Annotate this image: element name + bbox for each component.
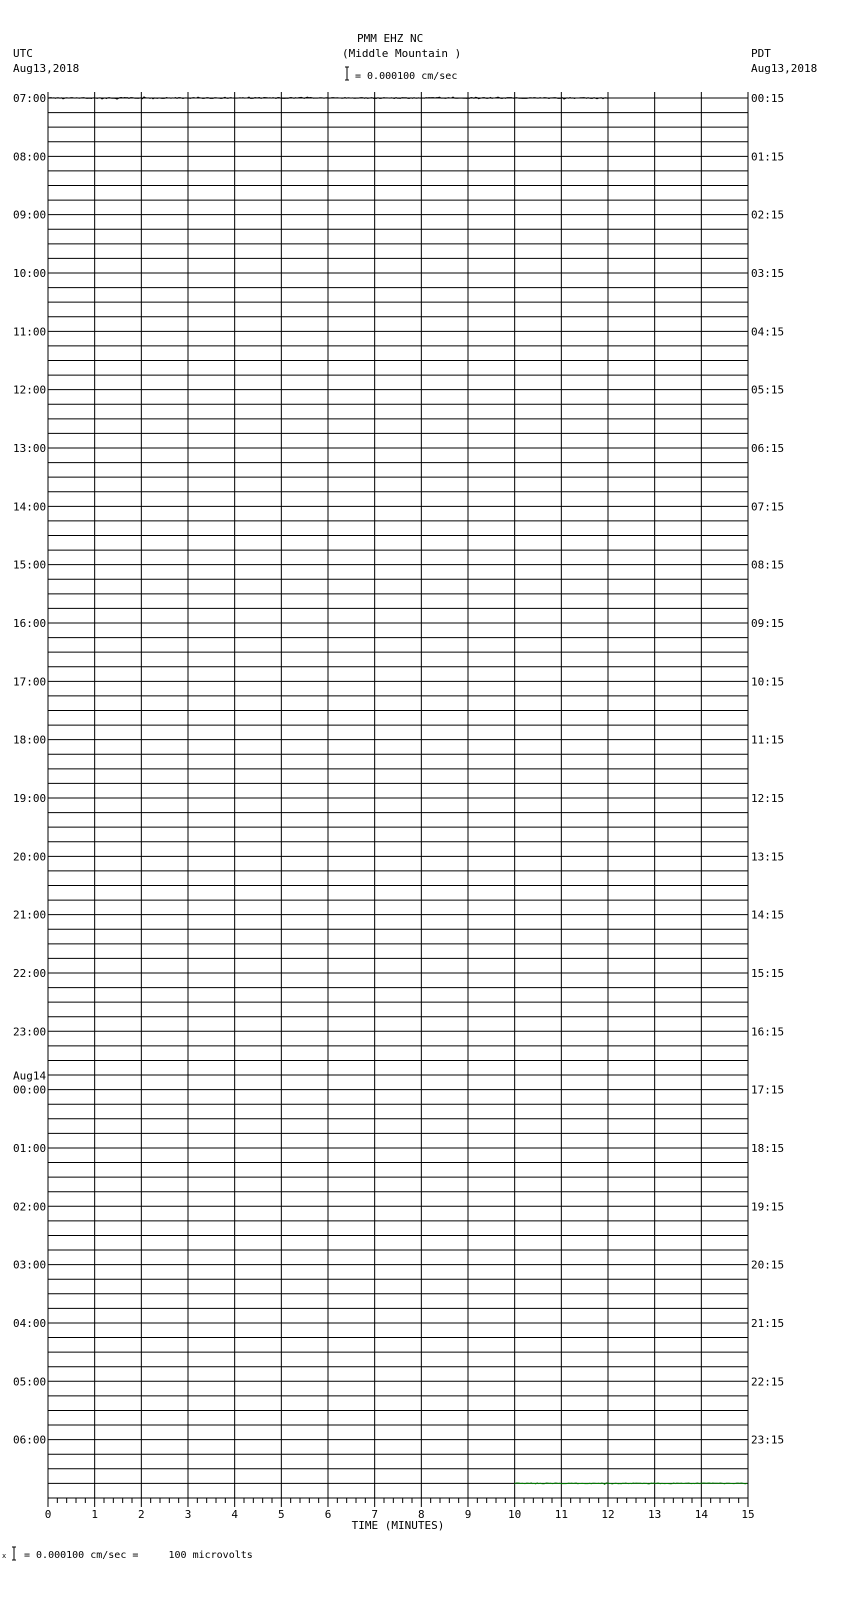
pdt-hour-label: 06:15 [751, 441, 785, 455]
x-tick-label: 3 [184, 1508, 192, 1521]
pdt-hour-label: 18:15 [751, 1141, 785, 1155]
utc-hour-label: 09:00 [13, 208, 47, 222]
scale-label: = 0.000100 cm/sec [355, 71, 458, 82]
pdt-hour-label: 14:15 [751, 908, 785, 922]
x-tick-label: 5 [278, 1508, 285, 1521]
utc-hour-label: 22:00 [13, 966, 47, 980]
pdt-hour-label: 08:15 [751, 558, 785, 572]
x-tick-label: 13 [648, 1508, 662, 1521]
pdt-hour-label: 23:15 [751, 1433, 785, 1447]
right-date: Aug13,2018 [751, 62, 818, 75]
utc-hour-label: 08:00 [13, 150, 47, 164]
x-tick-label: 1 [91, 1508, 98, 1521]
x-tick-label: 15 [741, 1508, 755, 1521]
station-title: PMM EHZ NC [357, 32, 424, 45]
x-tick-label: 7 [371, 1508, 378, 1521]
pdt-hour-label: 20:15 [751, 1258, 785, 1272]
footer-scale-label: = 0.000100 cm/sec = 100 microvolts [24, 1550, 253, 1561]
pdt-hour-label: 03:15 [751, 266, 785, 280]
left-timezone: UTC [13, 47, 33, 60]
pdt-hour-label: 15:15 [751, 966, 785, 980]
utc-hour-label: 04:00 [13, 1316, 47, 1330]
x-tick-label: 2 [138, 1508, 145, 1521]
pdt-hour-label: 13:15 [751, 850, 785, 864]
utc-hour-label: 00:00 [13, 1083, 47, 1097]
pdt-hour-label: 00:15 [751, 92, 785, 105]
x-tick-label: 10 [508, 1508, 522, 1521]
utc-hour-label: 18:00 [13, 733, 47, 747]
pdt-hour-label: 05:15 [751, 383, 785, 397]
x-tick-label: 0 [44, 1508, 52, 1521]
x-tick-label: 8 [418, 1508, 425, 1521]
left-date: Aug13,2018 [13, 62, 80, 75]
pdt-hour-label: 04:15 [751, 325, 785, 339]
utc-hour-label: 13:00 [13, 441, 47, 455]
pdt-hour-label: 01:15 [751, 150, 785, 164]
x-tick-label: 14 [694, 1508, 708, 1521]
utc-hour-label: 11:00 [13, 325, 47, 339]
pdt-hour-label: 11:15 [751, 733, 785, 747]
pdt-hour-label: 21:15 [751, 1316, 785, 1330]
utc-hour-label: 15:00 [13, 558, 47, 572]
pdt-hour-label: 16:15 [751, 1025, 785, 1039]
utc-hour-label: 07:00 [13, 92, 47, 105]
utc-hour-label: 12:00 [13, 383, 47, 397]
x-tick-label: 4 [231, 1508, 238, 1521]
pdt-hour-label: 19:15 [751, 1200, 785, 1214]
pdt-hour-label: 12:15 [751, 791, 785, 805]
x-tick-label: 9 [464, 1508, 472, 1521]
utc-hour-label: 14:00 [13, 500, 47, 514]
pdt-hour-label: 09:15 [751, 616, 785, 630]
utc-hour-label: 03:00 [13, 1258, 47, 1272]
x-axis-label: TIME (MINUTES) [351, 1519, 445, 1532]
pdt-hour-label: 07:15 [751, 500, 785, 514]
pdt-hour-label: 17:15 [751, 1083, 785, 1097]
x-tick-label: 12 [601, 1508, 615, 1521]
utc-hour-label: 06:00 [13, 1433, 47, 1447]
utc-hour-label: 23:00 [13, 1025, 47, 1039]
utc-hour-label: 19:00 [13, 791, 47, 805]
utc-hour-label: 20:00 [13, 850, 47, 864]
utc-hour-label: 16:00 [13, 616, 47, 630]
x-tick-label: 6 [324, 1508, 332, 1521]
utc-hour-label: 05:00 [13, 1375, 47, 1389]
utc-date-change-label: Aug14 [13, 1069, 47, 1083]
x-tick-label: 11 [554, 1508, 568, 1521]
right-timezone: PDT [751, 47, 771, 60]
pdt-hour-label: 02:15 [751, 208, 785, 222]
utc-hour-label: 10:00 [13, 266, 47, 280]
station-location: (Middle Mountain ) [342, 47, 462, 60]
utc-hour-label: 01:00 [13, 1141, 47, 1155]
footer-multiplier-mark: x [2, 1552, 7, 1560]
pdt-hour-label: 22:15 [751, 1375, 785, 1389]
pdt-hour-label: 10:15 [751, 675, 785, 689]
utc-hour-label: 02:00 [13, 1200, 47, 1214]
utc-hour-label: 21:00 [13, 908, 47, 922]
utc-hour-label: 17:00 [13, 675, 47, 689]
